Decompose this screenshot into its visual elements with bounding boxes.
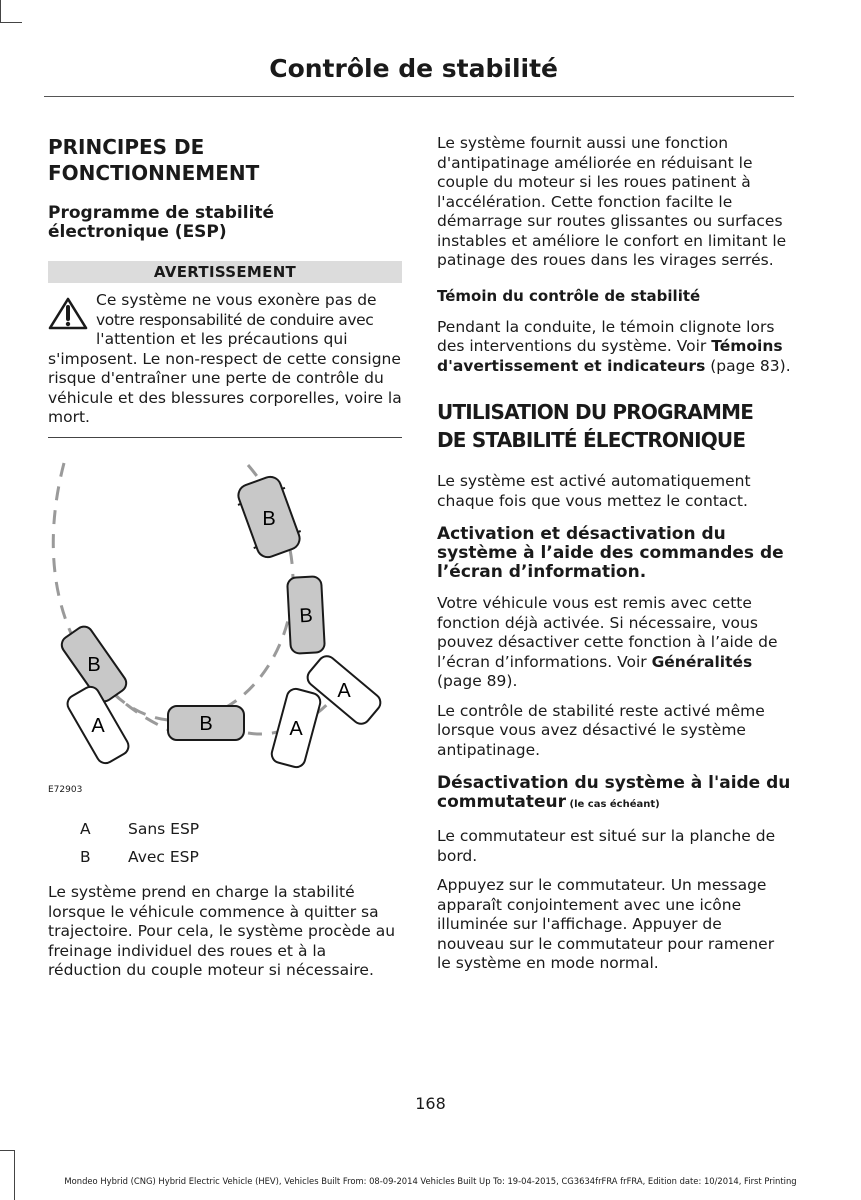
figure-code: E72903 [48, 785, 83, 795]
switch-heading [437, 774, 792, 814]
warning-line: votre responsabilité de conduire avec [96, 310, 374, 329]
warning-triangle-icon [48, 297, 88, 331]
activation-page-ref: (page 89). [437, 672, 518, 690]
crop-mark-bottom-left-h [0, 1150, 14, 1151]
lamp-link[interactable]: Témoins d'avertissement et indicateurs [437, 337, 783, 375]
section-title-line: FONCTIONNEMENT [48, 161, 260, 185]
car-label: A [289, 718, 303, 740]
lamp-page-ref: (page 83). [705, 356, 791, 375]
esp-trajectory-diagram [48, 450, 402, 805]
legend-value: Avec ESP [128, 848, 199, 866]
warning-rest: s'imposent. Le non-respect de cette consigne risque d'entraîner une perte de contrôle du véhicule et des blessures corporelles, voire la mort. [48, 349, 402, 426]
lamp-heading: Témoin du contrôle de stabilité [437, 286, 701, 305]
legend-key: A [80, 820, 91, 838]
section-title-line: DE STABILITÉ ÉLECTRONIQUE [437, 428, 746, 452]
warning-bottom-rule [48, 437, 402, 438]
subtitle-line: électronique (ESP) [48, 222, 227, 242]
switch-heading-note: (le cas échéant) [566, 799, 660, 810]
car-label: A [337, 680, 351, 702]
warning-header: AVERTISSEMENT [48, 261, 402, 283]
switch-heading-text: Désactivation du système à l'aide du commutateur [437, 773, 791, 812]
activation-link[interactable]: Généralités [651, 652, 753, 671]
section-title-principes [48, 134, 402, 186]
header-rule [44, 96, 794, 97]
legend-key: B [80, 848, 91, 866]
lamp-text-body: Pendant la conduite, le témoin clignote lors des interventions du système. Voir [437, 317, 775, 355]
crop-mark-bottom-left [14, 1150, 15, 1200]
activation-heading: Activation et désactivation du système à l’aide des commandes de l’écran d’information. [437, 524, 784, 582]
car-label: B [87, 654, 101, 676]
switch-location-text: Le commutateur est situé sur la planche de bord. [437, 827, 776, 865]
auto-activation-text: Le système est activé automatiquement chaque fois que vous mettez le contact. [437, 472, 751, 510]
car-b [287, 576, 325, 654]
right-column [437, 134, 792, 974]
traction-intro: Le système fournit aussi une fonction d'antipatinage améliorée en réduisant le couple du moteur si les roues patinent à l'accélération. Cette fonction facilte le démarrage sur routes glissantes ou surfaces instables et améliore le confort en limitant le patinage des roues dans les virages serrés. [437, 134, 787, 269]
page-number: 168 [415, 1094, 446, 1113]
remains-active-text: Le contrôle de stabilité reste activé même lorsque vous avez désactivé le système antipatinage. [437, 701, 765, 759]
crop-mark-top-left [0, 0, 1, 22]
esp-description: Le système prend en charge la stabilité lorsque le véhicule commence à quitter sa trajectoire. Pour cela, le système procède au freinage individuel des roues et à la réduction du couple moteur si nécessaire. [48, 883, 396, 979]
activation-text-body: Votre véhicule vous est remis avec cette fonction déjà activée. Si nécessaire, vous pouvez désactiver cette fonction à l’aide de l’écran d’informations. Voir [437, 594, 778, 671]
warning-body [48, 291, 402, 428]
car-label: B [262, 508, 276, 530]
page-title: Contrôle de stabilité [269, 54, 558, 83]
legend-value: Sans ESP [128, 820, 200, 838]
car-label: A [91, 715, 105, 737]
car-label: B [298, 604, 314, 628]
warning-line: Ce système ne vous exonère pas de [96, 291, 377, 309]
crop-mark-top-left-h [0, 22, 22, 23]
car-b [168, 706, 244, 740]
car-a [64, 684, 131, 767]
switch-press-text: Appuyez sur le commutateur. Un message apparaît conjointement avec une icône illuminée sur l'affichage. Appuyer de nouveau sur le commutateur pour ramener le système en mode normal. [437, 876, 775, 972]
subtitle-esp [48, 204, 402, 242]
car-a [270, 687, 323, 769]
section-title-line: PRINCIPES DE [48, 135, 205, 159]
car-b [233, 473, 306, 562]
warning-line: l'attention et les précautions qui [96, 330, 348, 348]
section-title-utilisation [437, 398, 792, 454]
subtitle-line: Programme de stabilité [48, 203, 275, 223]
car-label: B [199, 713, 213, 735]
left-column [48, 134, 402, 438]
footer-note: Mondeo Hybrid (CNG) Hybrid Electric Vehicle (HEV), Vehicles Built From: 08-09-2014 Vehicles Built Up To: 19-04-2015, CG3634frFRA frFRA, Edition date: 10/2014, First Printing [64, 1176, 797, 1186]
lamp-text [437, 318, 792, 377]
section-title-line: UTILISATION DU PROGRAMME [437, 400, 754, 424]
activation-text [437, 594, 792, 692]
